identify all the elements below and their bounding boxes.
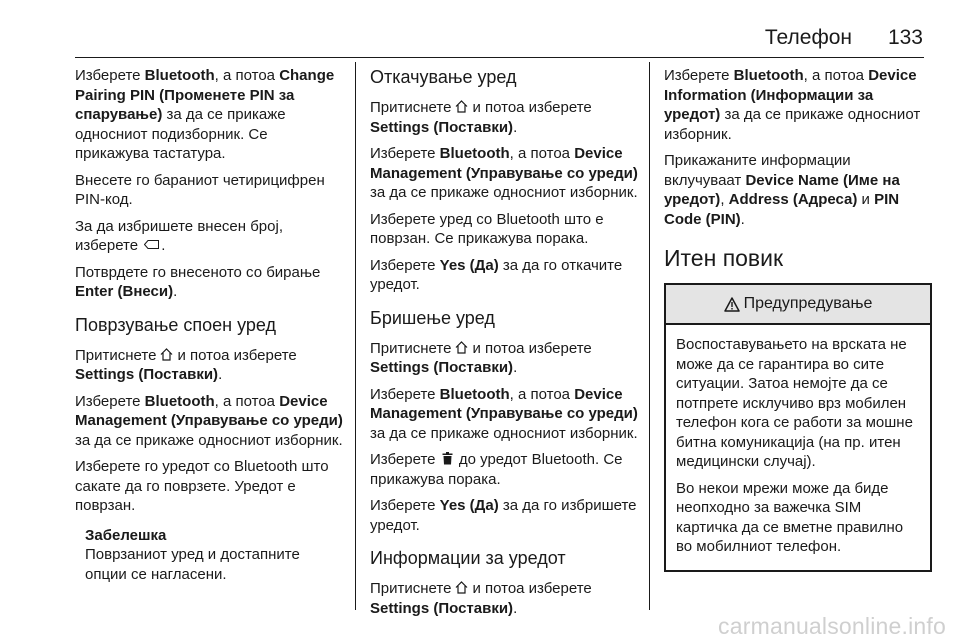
paragraph bbox=[664, 151, 932, 229]
ui-term: Enter (Внеси) bbox=[75, 283, 174, 300]
section-heading: Информации за уредот bbox=[370, 548, 566, 568]
text: Изберете bbox=[75, 67, 145, 84]
text: . bbox=[513, 599, 518, 617]
ui-term: Device Management (Управување со уреди) bbox=[370, 145, 638, 182]
text: . bbox=[740, 210, 745, 228]
paragraph bbox=[370, 450, 638, 489]
ui-term: Settings (Поставки) bbox=[370, 359, 514, 376]
ui-term: Settings (Поставки) bbox=[75, 366, 219, 383]
column-2 bbox=[370, 66, 638, 625]
section-heading: Итен повик bbox=[664, 245, 784, 271]
warning-title: Предупредување bbox=[743, 295, 873, 313]
home-icon bbox=[455, 100, 468, 113]
section-heading: Поврзување споен уред bbox=[75, 314, 277, 335]
home-icon bbox=[160, 348, 173, 361]
text: , bbox=[720, 191, 729, 208]
ui-term: Bluetooth bbox=[733, 67, 804, 84]
text: и потоа изберете bbox=[177, 346, 297, 364]
text: и bbox=[857, 191, 875, 208]
ui-term: Yes (Да) bbox=[439, 497, 499, 514]
text: , а потоа bbox=[214, 67, 280, 84]
paragraph: Внесете го бараниот четирицифрен PIN-код. bbox=[75, 171, 325, 208]
warning-box bbox=[664, 283, 932, 572]
warning-header bbox=[666, 285, 930, 325]
text: Изберете bbox=[370, 497, 440, 514]
text: Изберете bbox=[370, 385, 440, 403]
ui-term: Bluetooth bbox=[439, 145, 510, 162]
paragraph bbox=[75, 263, 343, 302]
text: . bbox=[218, 366, 223, 383]
text: за да се прикаже односниот изборник. bbox=[370, 424, 638, 442]
text: Прикажаните информации вклучуваат bbox=[664, 152, 851, 189]
backspace-icon bbox=[144, 240, 159, 249]
warning-triangle-icon bbox=[724, 297, 740, 312]
ui-term: Settings (Поставки) bbox=[370, 118, 514, 136]
text: , а потоа bbox=[214, 392, 280, 410]
text: , а потоа bbox=[803, 67, 869, 84]
text: Потврдете го внесеното со бирање bbox=[75, 263, 321, 281]
section-heading: Бришење уред bbox=[370, 307, 495, 328]
ui-term: Device Management (Управување со уреди) bbox=[75, 392, 343, 429]
text: . bbox=[173, 283, 178, 300]
text: за да се прикаже односниот изборник. bbox=[75, 431, 343, 449]
text: , а потоа bbox=[509, 385, 575, 403]
paragraph bbox=[370, 496, 638, 535]
text: Притиснете bbox=[370, 339, 452, 357]
section-heading: Откачување уред bbox=[370, 67, 517, 87]
text: за да се прикаже односниот изборник. bbox=[664, 106, 921, 143]
warning-body bbox=[666, 325, 930, 570]
text: Изберете bbox=[370, 145, 440, 162]
column-divider bbox=[355, 62, 356, 610]
text: Притиснете bbox=[75, 346, 157, 364]
text: Притиснете bbox=[370, 99, 452, 116]
paragraph bbox=[370, 579, 638, 618]
paragraph bbox=[75, 217, 343, 256]
watermark: carmanualsonline.info bbox=[718, 613, 946, 639]
ui-term: PIN Code (PIN) bbox=[664, 191, 900, 228]
text: Притиснете bbox=[370, 580, 452, 597]
ui-term: Device Management (Управување со уреди) bbox=[370, 385, 638, 422]
column-3 bbox=[664, 66, 932, 572]
paragraph bbox=[370, 256, 638, 295]
text: . bbox=[513, 359, 518, 376]
text: , а потоа bbox=[509, 145, 575, 162]
ui-term: Device Information (Информации за уредот) bbox=[664, 67, 917, 123]
text: за да се прикаже односниот подизборник. Се прикажува тастатура. bbox=[75, 106, 286, 162]
paragraph: Во некои мрежи може да биде неопходно за важечка SIM картичка да се вметне правилно во мобилниот телефон. bbox=[676, 479, 904, 555]
paragraph: Изберете го уредот со Bluetooth што сакате да го поврзете. Уредот е поврзан. bbox=[75, 458, 329, 514]
page-number: 133 bbox=[887, 26, 923, 49]
column-1 bbox=[75, 66, 343, 584]
text: Изберете bbox=[370, 256, 440, 274]
header-title: Телефон bbox=[764, 26, 852, 49]
note bbox=[85, 526, 343, 585]
text: за да го избришете уредот. bbox=[370, 497, 637, 534]
ui-term: Bluetooth bbox=[144, 392, 215, 410]
text: Изберете bbox=[664, 67, 734, 84]
paragraph bbox=[370, 385, 638, 444]
paragraph bbox=[75, 66, 343, 164]
home-icon bbox=[455, 581, 468, 594]
paragraph bbox=[370, 339, 638, 378]
ui-term: Settings (Поставки) bbox=[370, 599, 514, 617]
ui-term: Bluetooth bbox=[144, 67, 215, 84]
ui-term: Yes (Да) bbox=[439, 256, 499, 274]
note-text: Поврзаниот уред и достапните опции се нагласени. bbox=[85, 546, 300, 583]
text: Изберете bbox=[370, 451, 436, 468]
paragraph bbox=[664, 66, 932, 144]
text: . bbox=[513, 118, 518, 136]
page-header bbox=[0, 0, 960, 62]
column-divider bbox=[649, 62, 650, 610]
text: за да го откачите уредот. bbox=[370, 256, 623, 293]
text: Изберете bbox=[75, 392, 145, 410]
text: за да се прикаже односниот изборник. bbox=[370, 184, 638, 201]
text: и потоа изберете bbox=[472, 339, 592, 357]
ui-term: Bluetooth bbox=[439, 385, 510, 403]
home-icon bbox=[455, 341, 468, 354]
ui-term: Change Pairing PIN (Променете PIN за спарување) bbox=[75, 67, 335, 123]
header-rule bbox=[75, 57, 924, 58]
paragraph bbox=[370, 98, 638, 137]
paragraph bbox=[75, 392, 343, 451]
note-title: Забелешка bbox=[85, 526, 167, 544]
ui-term: Address (Адреса) bbox=[728, 191, 858, 208]
text: . bbox=[161, 237, 166, 254]
ui-term: Device Name (Име на уредот) bbox=[664, 171, 900, 208]
paragraph bbox=[75, 346, 343, 385]
paragraph: Изберете уред со Bluetooth што е поврзан. Се прикажува порака. bbox=[370, 210, 604, 247]
text: до уредот Bluetooth. Се прикажува порака. bbox=[370, 451, 623, 488]
text: За да избришете внесен број, изберете bbox=[75, 217, 283, 254]
paragraph bbox=[370, 144, 638, 203]
text: и потоа изберете bbox=[472, 580, 592, 597]
trash-icon bbox=[442, 452, 453, 465]
text: и потоа изберете bbox=[472, 99, 592, 116]
paragraph: Воспоставувањето на врската не може да се гарантира во сите ситуации. Затоа немојте да се потпрете исклучиво врз мобилен телефон кога се работи за мошне битна комуникација (на пр. итен медицински случај). bbox=[676, 336, 913, 470]
